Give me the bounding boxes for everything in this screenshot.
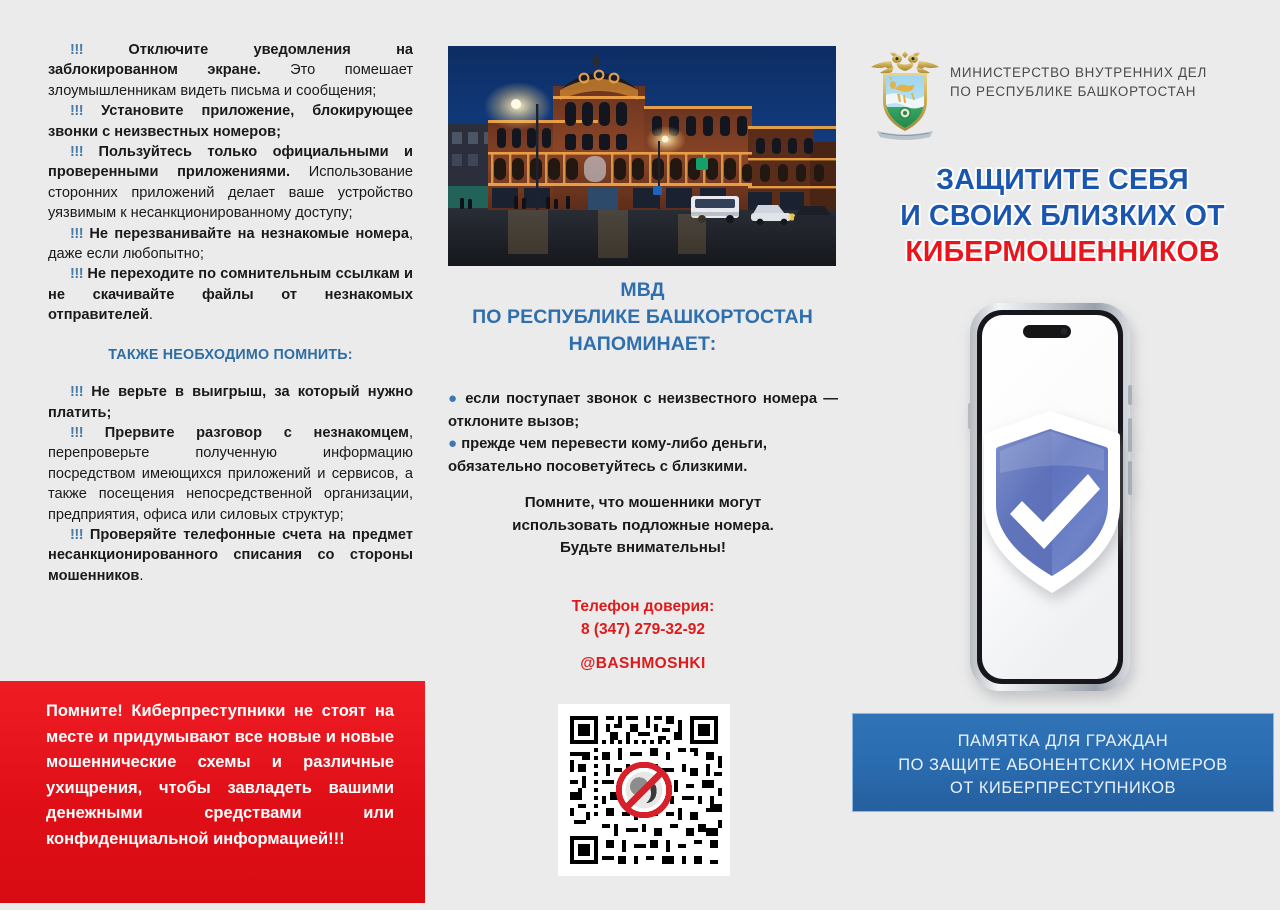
social-handle[interactable]: @BASHMOSHKI <box>580 655 706 672</box>
tip-rest-text: Это помешает злоумышленникам видеть письма и сообщения; <box>48 62 414 99</box>
hotline-block <box>448 595 838 641</box>
red-warning-box <box>0 681 425 903</box>
ministry-name <box>950 63 1270 101</box>
mvd-heading-line2: ПО РЕСПУБЛИКЕ БАШКОРТОСТАН <box>472 306 813 328</box>
ministry-line1: МИНИСТЕРСТВО ВНУТРЕННИХ ДЕЛ <box>950 65 1208 80</box>
title-line-3: КИБЕРМОШЕННИКОВ <box>905 236 1220 268</box>
citizens-memo-banner <box>852 713 1274 812</box>
main-title <box>845 162 1280 270</box>
tip-rest-text: Использование сторонних приложений делает ваше устройство уязвимым к несанкционированному доступу; <box>48 164 413 222</box>
banner-text <box>852 730 1274 801</box>
phone-shield-illustration <box>940 293 1200 708</box>
building-night-photo <box>448 46 836 266</box>
tip-bold-text: Не верьте в выигрыш, за который нужно платить; <box>48 384 413 421</box>
red-warning-text: Помните! Киберпреступники не стоят на месте и придумывают все новые и новые мошеннические схемы и различные ухищрения, чтобы завладеть вашими денежными средствами или конфиденциальной информацией!!! <box>46 702 394 848</box>
warning-marker-icon: !!! <box>70 144 84 161</box>
remember-line2: использовать подложные номера. <box>512 516 774 534</box>
tip-item <box>48 40 413 101</box>
tip-bold-text: Отключите уведомления на заблокированном экране. <box>48 42 413 79</box>
tip-item <box>48 382 413 423</box>
tip-bold-text: Установите приложение, блокирующее звонки с неизвестных номеров; <box>48 103 413 140</box>
bullet-dot-icon: ● <box>448 390 460 407</box>
tip-item <box>48 101 413 142</box>
bullet-item <box>448 433 838 478</box>
warning-marker-icon: !!! <box>70 103 84 120</box>
banner-line1: ПАМЯТКА ДЛЯ ГРАЖДАН <box>957 732 1169 750</box>
warning-marker-icon: !!! <box>70 424 84 441</box>
warning-marker-icon: !!! <box>70 42 84 58</box>
tip-rest-text: , перепроверьте полученную информацию посредством имеющихся приложений и сервисов, а также посещения непосредственной организации, предприятия, офиса или силовых структур; <box>48 424 413 523</box>
bullet-text: если поступает звонок с неизвестного номера — отклоните вызов; <box>448 391 838 430</box>
tip-bold-text: Не перезванивайте на незнакомые номера <box>89 225 409 242</box>
remember-note <box>448 492 838 560</box>
tip-rest-text: . <box>139 567 144 584</box>
right-column <box>845 0 1280 910</box>
title-line-1: ЗАЩИТИТЕ СЕБЯ <box>936 164 1189 196</box>
banner-line2: ПО ЗАЩИТЕ АБОНЕНТСКИХ НОМЕРОВ <box>898 755 1228 774</box>
center-column <box>440 0 845 910</box>
tip-item <box>48 264 413 325</box>
tip-bold-text: Прервите разговор с незнакомцем <box>104 424 409 441</box>
warning-marker-icon: !!! <box>70 384 84 401</box>
left-tips-text <box>48 40 413 586</box>
mvd-heading-line1: МВД <box>620 279 665 301</box>
mvd-reminder-heading <box>440 277 845 358</box>
tip-item <box>48 142 413 224</box>
warning-marker-icon: !!! <box>70 526 84 543</box>
tip-bold-text: Пользуйтесь только официальными и проверенными приложениями. <box>48 144 413 181</box>
tip-item <box>48 224 413 265</box>
mvd-emblem-icon <box>867 45 943 141</box>
tip-bold-text: Не переходите по сомнительным ссылкам и не скачивайте файлы от незнакомых отправителей <box>48 266 413 324</box>
warning-marker-icon: !!! <box>70 225 84 242</box>
qr-code[interactable] <box>558 704 730 876</box>
remember-line3: Будьте внимательны! <box>560 539 726 556</box>
tip-bold-text: Проверяйте телефонные счета на предмет несанкционированного списания со стороны мошенников <box>48 526 413 584</box>
bullet-text: прежде чем перевести кому-либо деньги, обязательно посоветуйтесь с близкими. <box>448 436 767 475</box>
section-subheading: ТАКЖЕ НЕОБХОДИМО ПОМНИТЬ: <box>108 346 353 363</box>
banner-line3: ОТ КИБЕРПРЕСТУПНИКОВ <box>949 779 1177 797</box>
tip-item <box>48 423 413 525</box>
bullet-dot-icon: ● <box>448 435 458 452</box>
tip-rest-text: , даже если любопытно; <box>48 225 414 263</box>
tip-item <box>48 525 413 586</box>
mvd-heading-line3: НАПОМИНАЕТ: <box>568 333 717 355</box>
tip-rest-text: . <box>148 307 153 324</box>
bullet-item <box>448 388 838 433</box>
hotline-number[interactable]: 8 (347) 279-32-92 <box>580 621 706 638</box>
remember-line1: Помните, что мошенники могут <box>524 494 762 511</box>
left-column <box>0 40 425 910</box>
ministry-line2: ПО РЕСПУБЛИКЕ БАШКОРТОСТАН <box>950 84 1197 99</box>
warning-marker-icon: !!! <box>70 266 84 283</box>
center-bullet-list <box>448 388 838 478</box>
title-line-2: И СВОИХ БЛИЗКИХ ОТ <box>900 200 1225 232</box>
hotline-label: Телефон доверия: <box>571 598 715 615</box>
